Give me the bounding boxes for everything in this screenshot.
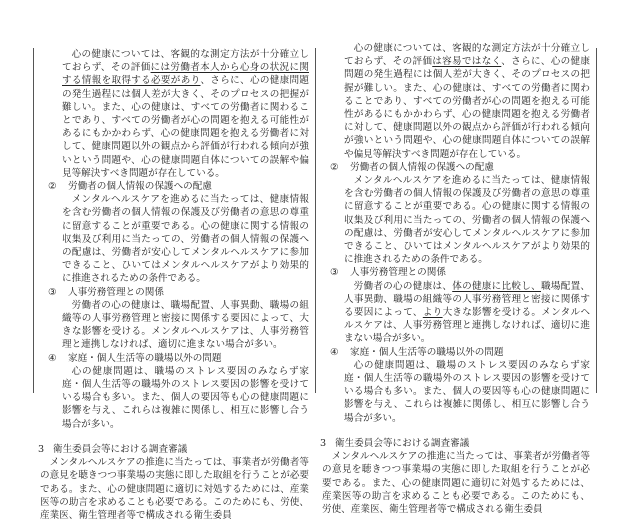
section-3-body: メンタルヘルスケアの推進に当たっては、事業者が労働者等の意見を聴きつつ事業場の実態に即した取組を行うことが必要である。また、心の健康問題に適切に対処するためには、産業医等の助言を求めることも必要である。このためにも、労使、産業医、衛生管理者等で構成される衛生委員 bbox=[40, 457, 309, 521]
item-4-body: 心の健康問題は、職場のストレス要因のみならず家庭・個人生活等の職場外のストレス要因の影響を受けている場合も多い。また、個人の要因等も心の健康問題に影響を与え、これらは複雑に関係し、相互に影響し合う場合が多い。 bbox=[62, 365, 309, 430]
item-title: 労働者の個人情報の保護への配慮 bbox=[350, 161, 494, 173]
item-4-body: 心の健康問題は、職場のストレス要因のみならず家庭・個人生活等の職場外のストレス要因の影響を受けている場合も多い。また、個人の要因等も心の健康問題に影響を与え、これらは複雑に関係し、相互に影響し合う場合が多い。 bbox=[344, 359, 590, 424]
underlined-revision: 体の健康に比較し、 bbox=[452, 280, 541, 292]
item-number: ② bbox=[48, 181, 57, 193]
section-3-heading bbox=[34, 443, 309, 456]
item-number: ② bbox=[330, 161, 339, 173]
item-title: 家庭・個人生活等の職場以外の問題 bbox=[350, 346, 504, 358]
item-3-heading bbox=[316, 266, 590, 279]
intro-paragraph bbox=[34, 48, 309, 180]
underlined-revision: は容易ではなく bbox=[432, 56, 502, 68]
underlined-revision: より bbox=[422, 307, 443, 319]
item-title: 人事労務管理との関係 bbox=[68, 286, 164, 298]
body-text: 職場配置、人事異動、職場の組織等の人事労務管理と密接に関係する要因によって、 bbox=[344, 280, 591, 319]
section-3-heading bbox=[316, 437, 590, 450]
intro-paragraph bbox=[316, 42, 590, 161]
section-title: 衛生委員会等における調査審議 bbox=[53, 443, 188, 455]
item-title: 家庭・個人生活等の職場以外の問題 bbox=[68, 352, 222, 364]
left-column-revised-text bbox=[33, 48, 315, 521]
item-title: 人事労務管理との関係 bbox=[350, 267, 446, 279]
item-4-heading bbox=[34, 352, 309, 365]
underlined-revision: には労働者本人から心身の状況に関する情報を取得する必要があり bbox=[62, 62, 309, 87]
right-column-original-text bbox=[315, 43, 597, 515]
section-title: 衛生委員会等における調査審議 bbox=[335, 437, 470, 449]
section-3-body: メンタルヘルスケアの推進に当たっては、事業者が労働者等の意見を聴きつつ事業場の実態に即した取組を行うことが必要である。また、心の健康問題に適切に対処するためには、産業医等の助言を求めることも必要である。このためにも、労使、産業医、衛生管理者等で構成される衛生委員 bbox=[322, 451, 590, 515]
section-number: 3 bbox=[38, 443, 45, 455]
item-4-heading bbox=[316, 346, 590, 359]
item-2-heading bbox=[316, 161, 590, 174]
body-text: 大きな影響を受ける。メンタルヘルスケアは、人事労務管理と連携しなければ、適切に進まない場合が多い。 bbox=[344, 307, 591, 345]
item-2-body: メンタルヘルスケアを進めるに当たっては、健康情報を含む労働者の個人情報の保護及び労働者の意思の尊重に留意することが重要である。心の健康に関する情報の収集及び利用に当たっての、労働者の個人情報の保護への配慮は、労働者が安心してメンタルヘルスケアに参加できること、ひいてはメンタルヘルスケアがより効果的に推進されるための条件である。 bbox=[344, 175, 590, 266]
item-number: ④ bbox=[330, 346, 339, 358]
item-3-heading bbox=[34, 286, 309, 299]
intro-text-cont: 、さらに、心の健康問題の発生過程には個人差が大きく、そのプロセスの把握が難しい。また、心の健康は、すべての労働者に関わることであり、すべての労働者が心の問題を抱える可能性があるにもかかわらず、心の健康問題を抱える労働者に対して、健康問題以外の観点から評価が行われる傾向が強いという問題や、心の健康問題自体についての誤解や偏見等解決すべき問題が存在している。 bbox=[62, 75, 310, 179]
item-2-body: メンタルヘルスケアを進めるに当たっては、健康情報を含む労働者の個人情報の保護及び労働者の意思の尊重に留意することが重要である。心の健康に関する情報の収集及び利用に当たっての、労働者の個人情報の保護への配慮は、労働者が安心してメンタルヘルスケアに参加できること、ひいてはメンタルヘルスケアがより効果的に推進されるための条件である。 bbox=[62, 194, 309, 285]
item-title: 労働者の個人情報の保護への配慮 bbox=[68, 181, 212, 193]
item-3-body bbox=[316, 280, 590, 346]
section-number: 3 bbox=[320, 437, 327, 449]
item-number: ③ bbox=[330, 267, 339, 279]
body-text: 労働者の心の健康は、 bbox=[353, 280, 453, 292]
intro-text: 心の健康については、客観的な測定方法が十分確立しておらず、その評価 bbox=[62, 49, 309, 74]
item-number: ④ bbox=[48, 352, 57, 364]
item-number: ③ bbox=[48, 286, 57, 298]
item-2-heading bbox=[34, 180, 309, 193]
item-3-body: 労働者の心の健康は、職場配置、人事異動、職場の組織等の人事労務管理と密接に関係する要因によって、大きな影響を受ける。メンタルヘルスケアは、人事労務管理と連携しなければ、適切に進まない場合が多い。 bbox=[62, 299, 309, 351]
intro-text-cont: 、さらに、心の健康問題の発生過程には個人差が大きく、そのプロセスの把握が難しい。また、心の健康は、すべての労働者に関わることであり、すべての労働者が心の問題を抱える可能性があるにもかかわらず、心の健康問題を抱える労働者に対して、健康問題以外の観点から評価が行われる傾向が強いという問題や、心の健康問題自体についての誤解や偏見等解決すべき問題が存在している。 bbox=[344, 56, 591, 160]
intro-text: 心の健康については、客観的な測定方法が十分確立しておらず、その評価 bbox=[344, 43, 590, 68]
